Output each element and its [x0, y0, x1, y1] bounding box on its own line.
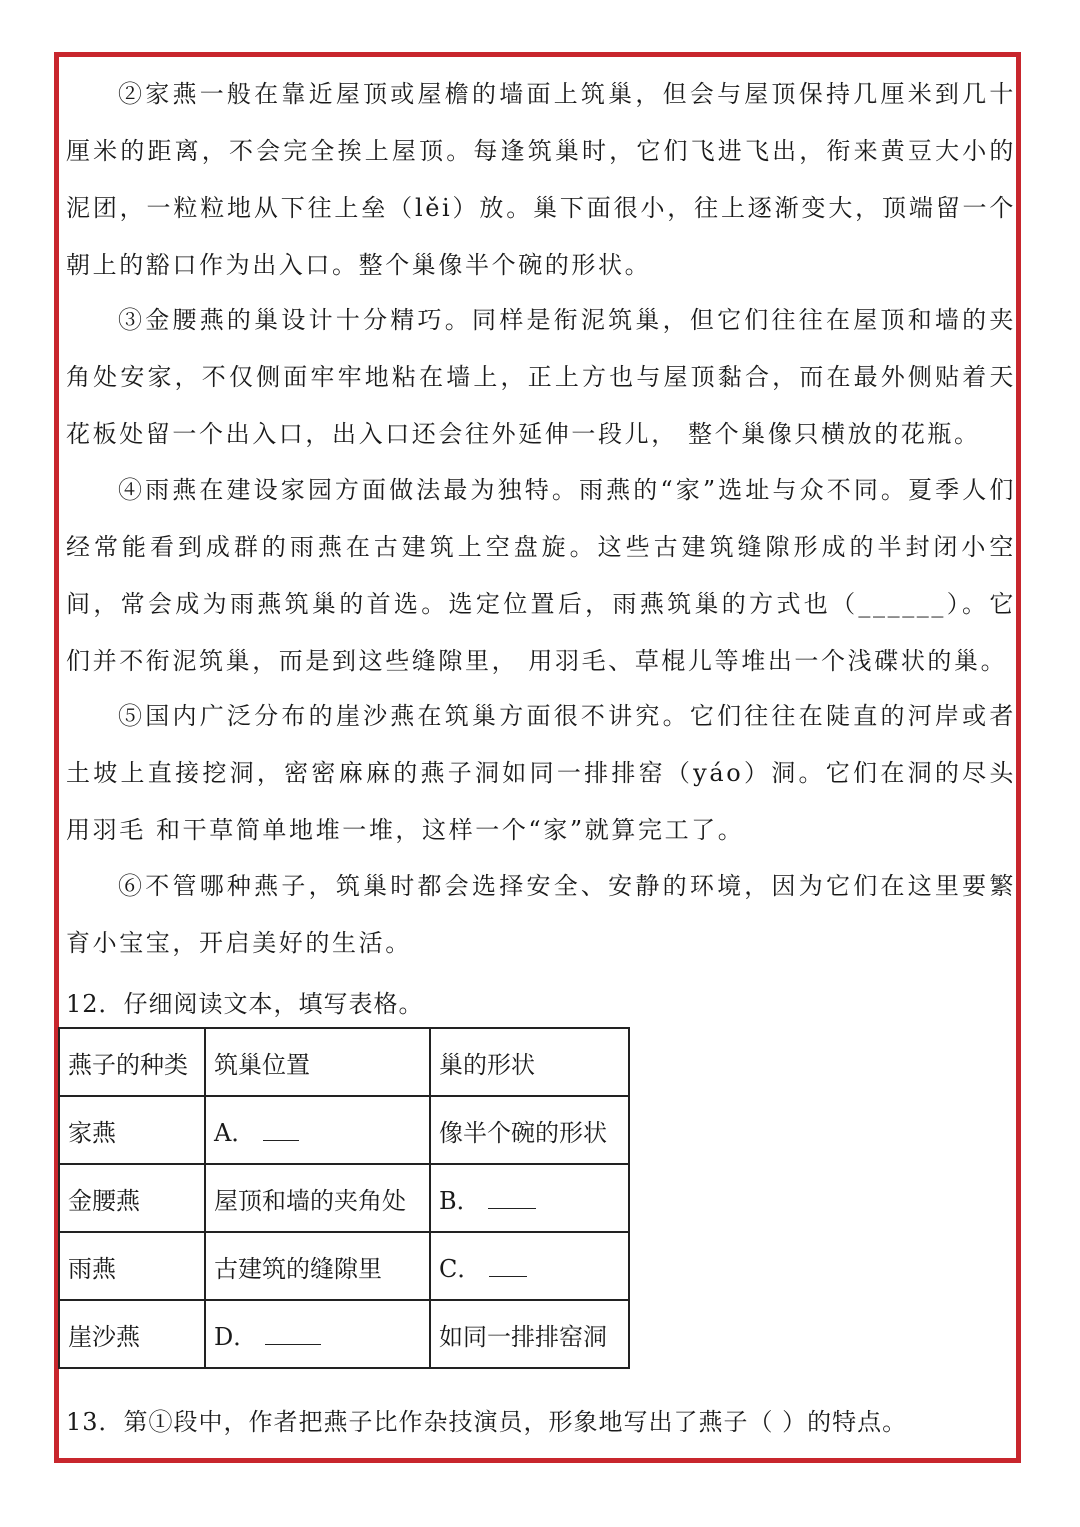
paragraph-2: ②家燕一般在靠近屋顶或屋檐的墙面上筑巢，但会与屋顶保持几厘米到几十厘米的距离，不会完全挨上屋顶。每逢筑巢时，它们飞进飞出，衔来黄豆大小的泥团，一粒粒地从下往上垒（lěi）放。巢下面很小，往上逐渐变大，顶端留一个朝上的豁口作为出入口。整个巢像半个碗的形状。 — [66, 80, 1016, 279]
header-nest-location: 筑巢位置 — [205, 1028, 430, 1096]
table-row — [59, 1300, 629, 1368]
fill-line[interactable] — [263, 1116, 299, 1141]
blank-label: C． — [439, 1254, 482, 1283]
fill-line[interactable] — [488, 1184, 536, 1209]
question-12: 12．仔细阅读文本，填写表格。 — [66, 990, 424, 1018]
answer-blank-b[interactable] — [430, 1164, 629, 1232]
shape-cell: 像半个碗的形状 — [430, 1096, 629, 1164]
answer-blank-c[interactable] — [430, 1232, 629, 1300]
species-cell: 金腰燕 — [59, 1164, 205, 1232]
answer-blank-a[interactable] — [205, 1096, 430, 1164]
blank-label: B． — [439, 1186, 481, 1215]
fill-line[interactable] — [265, 1320, 321, 1345]
paragraph-6: ⑥不管哪种燕子，筑巢时都会选择安全、安静的环境，因为它们在这里要繁育小宝宝，开启美好的生活。 — [66, 872, 1016, 957]
table-row — [59, 1164, 629, 1232]
table-header-row — [59, 1028, 629, 1096]
header-species: 燕子的种类 — [59, 1028, 205, 1096]
header-nest-shape: 巢的形状 — [430, 1028, 629, 1096]
species-cell: 家燕 — [59, 1096, 205, 1164]
paragraph-3: ③金腰燕的巢设计十分精巧。同样是衔泥筑巢，但它们往往在屋顶和墙的夹角处安家，不仅侧面牢牢地粘在墙上，正上方也与屋顶黏合，而在最外侧贴着天花板处留一个出入口，出入口还会往外延伸一段儿， 整个巢像只横放的花瓶。 — [66, 306, 1016, 448]
blank-label: A． — [214, 1118, 256, 1147]
location-cell: 古建筑的缝隙里 — [205, 1232, 430, 1300]
species-cell: 崖沙燕 — [59, 1300, 205, 1368]
question-13: 13．第①段中，作者把燕子比作杂技演员，形象地写出了燕子（ ）的特点。 — [66, 1408, 908, 1436]
paragraph-4: ④雨燕在建设家园方面做法最为独特。雨燕的“家”选址与众不同。夏季人们经常能看到成群的雨燕在古建筑上空盘旋。这些古建筑缝隙形成的半封闭小空间，常会成为雨燕筑巢的首选。选定位置后，雨燕筑巢的方式也（______）。它们并不衔泥筑巢，而是到这些缝隙里， 用羽毛、草棍儿等堆出一个浅碟状的巢。 — [66, 476, 1016, 675]
blank-label: D． — [214, 1322, 258, 1351]
paragraph-5: ⑤国内广泛分布的崖沙燕在筑巢方面很不讲究。它们往往在陡直的河岸或者土坡上直接挖洞，密密麻麻的燕子洞如同一排排窑（yáo）洞。它们在洞的尽头用羽毛 和干草简单地堆一堆，这样一个“家”就算完工了。 — [66, 702, 1016, 844]
answer-blank-d[interactable] — [205, 1300, 430, 1368]
shape-cell: 如同一排排窑洞 — [430, 1300, 629, 1368]
table-row — [59, 1096, 629, 1164]
species-cell: 雨燕 — [59, 1232, 205, 1300]
fill-line[interactable] — [489, 1252, 527, 1277]
table-row — [59, 1232, 629, 1300]
answer-table — [58, 1027, 630, 1369]
location-cell: 屋顶和墙的夹角处 — [205, 1164, 430, 1232]
